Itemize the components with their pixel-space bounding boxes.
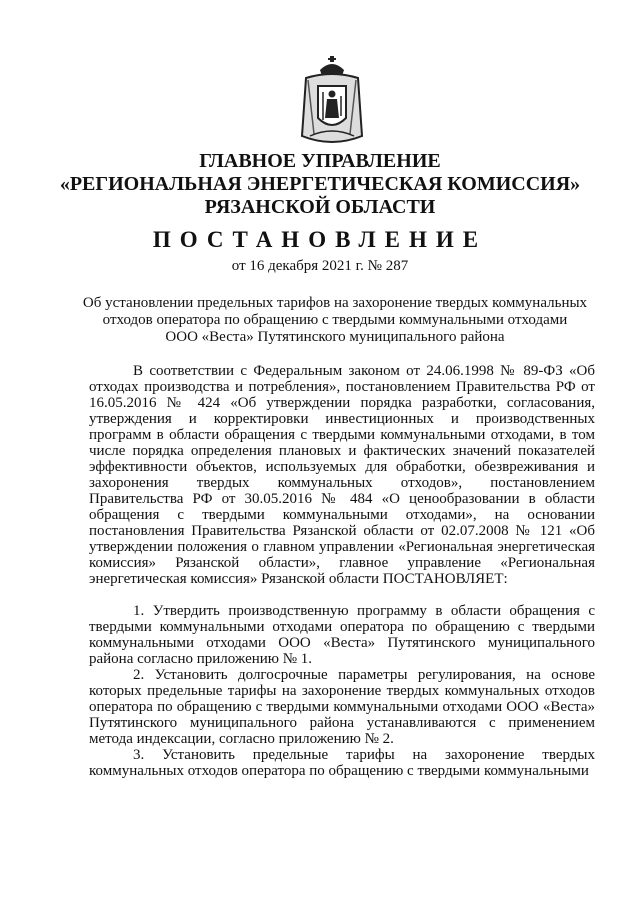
organization-name — [0, 150, 640, 219]
org-line-2: «РЕГИОНАЛЬНАЯ ЭНЕРГЕТИЧЕСКАЯ КОМИССИЯ» — [59, 173, 581, 195]
coat-of-arms-emblem — [296, 56, 368, 148]
resolution-item-3: 3. Установить предельные тарифы на захоронение твердых коммунальных отходов оператора по обращению с твердыми коммунальными — [89, 747, 595, 779]
document-type-title: ПОСТАНОВЛЕНИЕ — [152, 227, 488, 252]
paragraph-gap — [89, 587, 595, 603]
resolution-item-2: 2. Установить долгосрочные параметры регулирования, на основе которых предельные тарифы на захоронение твердых коммунальных отходов оператора по обращению с твердыми коммунальными отходами ООО «Веста» Путятинского муниципального района устанавливаются с применением метода индексации, согласно приложению № 2. — [89, 667, 595, 747]
document-date-number: от 16 декабря 2021 г. № 287 — [231, 258, 409, 274]
subject-line-1: Об установлении предельных тарифов на захоронение твердых коммунальных — [82, 295, 588, 311]
subject-line-2: отходов оператора по обращению с твердыми коммунальными отходами — [102, 312, 568, 328]
document-subject — [80, 295, 590, 346]
subject-line-3: ООО «Веста» Путятинского муниципального района — [165, 329, 505, 345]
org-line-3: РЯЗАНСКОЙ ОБЛАСТИ — [204, 196, 436, 218]
preamble-paragraph: В соответствии с Федеральным законом от 24.06.1998 № 89-ФЗ «Об отходах производства и потребления», постановлением Правительства РФ от 16.05.2016 № 424 «Об утверждении порядка разработки, согласования, утверждения и корректировки инвестиционных и производственных программ в области обращения с твердыми коммунальными отходами, в том числе порядка определения плановых и фактических значений показателей эффективности объектов, используемых для обработки, обезвреживания и захоронения твердых коммунальных отходов», постановлением Правительства РФ от 30.05.2016 № 484 «О ценообразовании в области обращения с твердыми коммунальными отходами», на основании постановления Правительства Рязанской области от 02.07.2008 № 121 «Об утверждении положения о главном управлении «Региональная энергетическая комиссия» Рязанской области», главное управление «Региональная энергетическая комиссия» Рязанской области ПОСТАНОВЛЯЕТ: — [89, 363, 595, 587]
resolution-item-1: 1. Утвердить производственную программу в области обращения с твердыми коммунальными отходами оператора по обращению с твердыми коммунальными отходами ООО «Веста» Путятинского муниципального района согласно приложению № 1. — [89, 603, 595, 667]
document-body — [89, 363, 595, 779]
org-line-1: ГЛАВНОЕ УПРАВЛЕНИЕ — [199, 150, 441, 172]
